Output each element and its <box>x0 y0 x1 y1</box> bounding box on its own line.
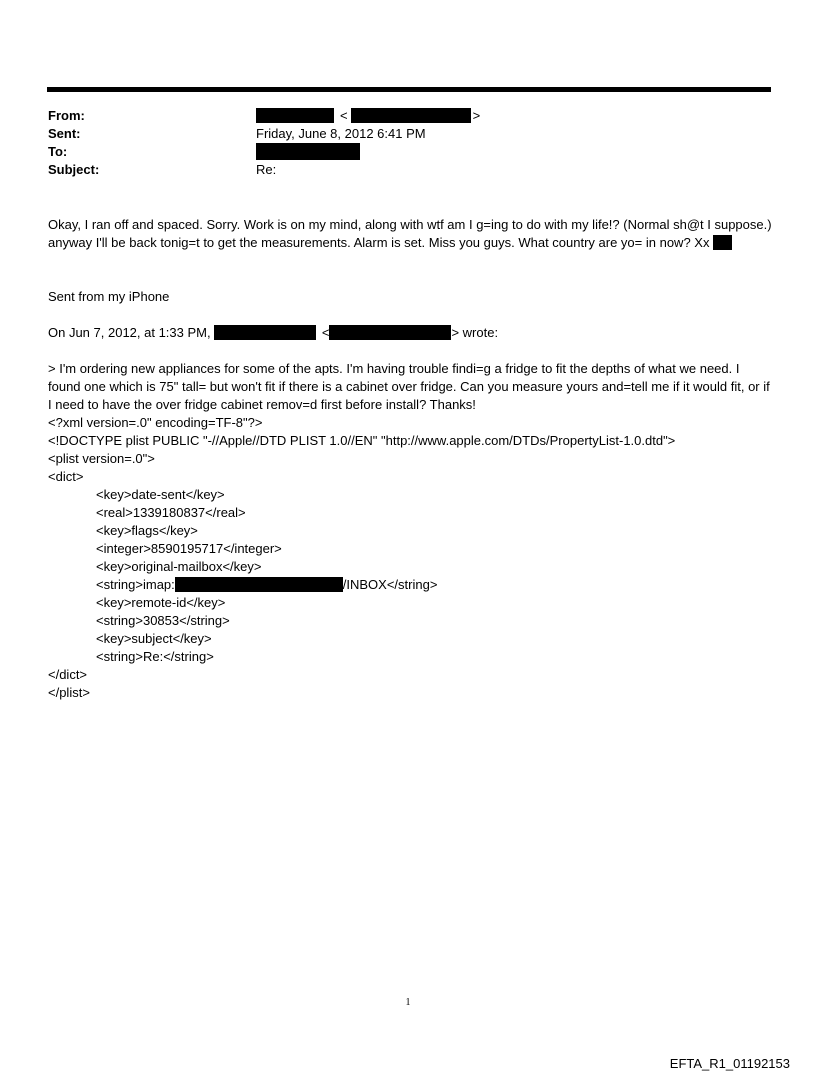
plist-line: <integer>8590195717</integer> <box>96 541 282 556</box>
plist-line: <real>1339180837</real> <box>96 505 246 520</box>
redacted-quoted-sender <box>214 325 316 340</box>
sent-from-line: Sent from my iPhone <box>48 289 170 304</box>
dict-close: </dict> <box>48 667 88 682</box>
plist-line: <key>remote-id</key> <box>96 595 226 610</box>
plist-close: </plist> <box>48 685 90 700</box>
plist-open: <plist version=.0"> <box>48 451 155 466</box>
plist-line: <string>30853</string> <box>96 613 230 628</box>
redacted-signature <box>713 235 732 250</box>
sent-value: Friday, June 8, 2012 6:41 PM <box>256 126 426 141</box>
dict-open: <dict> <box>48 469 84 484</box>
plist-line: <string>Re:</string> <box>96 649 214 664</box>
plist-line-imap: <string>imap: /INBOX</string> <box>96 577 438 592</box>
quote-attribution: On Jun 7, 2012, at 1:33 PM, < > wrote: <box>48 325 499 340</box>
redacted-quoted-email <box>329 325 451 340</box>
plist-line: <key>flags</key> <box>96 523 198 538</box>
subject-label: Subject: <box>48 162 100 177</box>
header-rule <box>47 87 771 92</box>
from-label: From: <box>48 108 85 123</box>
redacted-sender-email <box>351 108 471 123</box>
subject-value: Re: <box>256 162 277 177</box>
message-paragraph: Okay, I ran off and spaced. Sorry. Work is on my mind, along with wtf am I g=ing to do with my life!? (Normal sh@t I suppose.) anyway I'll be back tonig=t to get the measurements. Alarm is set. Miss you guys. What country are yo= in now? Xx <box>48 217 772 250</box>
sent-label: Sent: <box>48 126 81 141</box>
bates-stamp: EFTA_R1_01192153 <box>669 1056 790 1071</box>
plist-line: <key>subject</key> <box>96 631 212 646</box>
xml-declaration: <?xml version=.0" encoding=TF-8"?> <box>48 415 263 430</box>
to-label: To: <box>48 144 68 159</box>
doctype-line: <!DOCTYPE plist PUBLIC "-//Apple//DTD PLIST 1.0//EN" "http://www.apple.com/DTDs/PropertyList-1.0.dtd"> <box>48 433 676 448</box>
redacted-sender-name <box>256 108 334 123</box>
redacted-recipient <box>256 143 360 160</box>
quoted-text: > I'm ordering new appliances for some of the apts. I'm having trouble findi=g a fridge to fit the depths of what we need. I found one which is 75" tall= but won't fit if there is a cabinet over fridge. Can you measure yours and=tell me if it would fit, or if I need to have the over fridge cabinet remov=d first before install? Thanks! <box>48 361 770 412</box>
redacted-mailbox <box>175 577 343 592</box>
page-number: 1 <box>405 997 411 1008</box>
quoted-message <box>48 360 772 702</box>
plist-line: <key>original-mailbox</key> <box>96 559 262 574</box>
plist-line: <key>date-sent</key> <box>96 487 225 502</box>
